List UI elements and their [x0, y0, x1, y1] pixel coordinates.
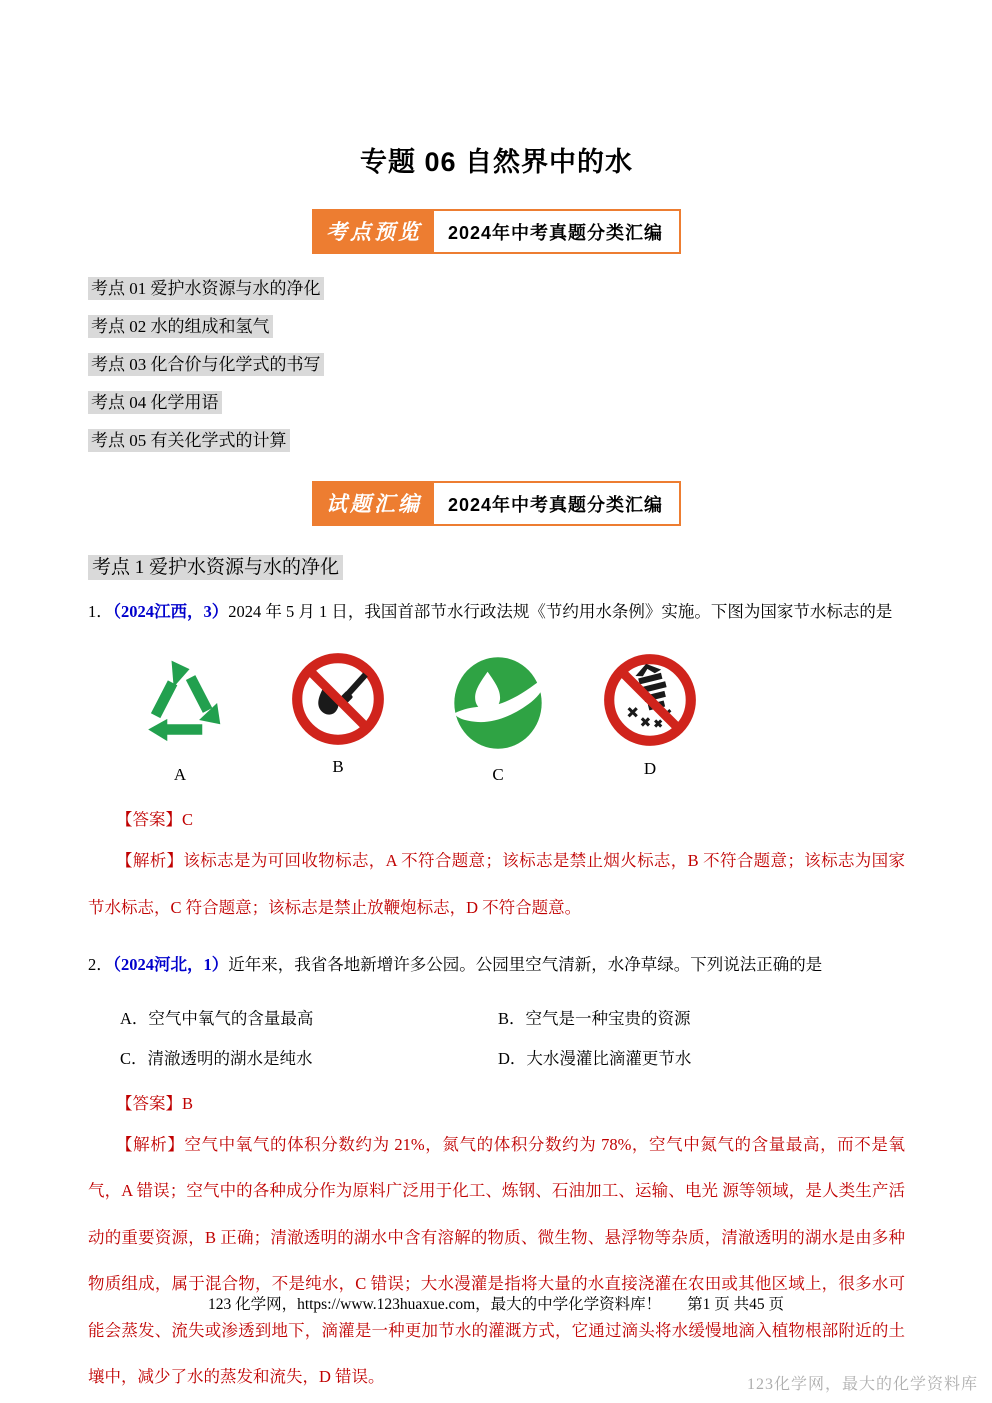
preview-banner-subtitle: 2024年中考真题分类汇编	[447, 223, 664, 243]
option-c-figure	[442, 648, 554, 785]
footer-site-info: 123 化学网，https://www.123huaxue.com，最大的中学化学资料库！	[207, 1296, 662, 1313]
question-2	[88, 948, 905, 983]
preview-banner-label: 考点预览	[314, 211, 434, 252]
question-2-stem: 近年来，我省各地新增许多公园。公园里空气清新，水净草绿。下列说法正确的是	[228, 954, 823, 974]
option-a-figure	[124, 648, 236, 785]
option-b-text: B．空气是一种宝贵的资源	[498, 1008, 691, 1028]
analysis-text: 该标志是为可回收物标志，A 不符合题意；该标志是禁止烟火标志，B 不符合题意；该标志为国家节水标志，C 符合题意；该标志是禁止放鞭炮标志，D 不符合题意。	[88, 851, 906, 917]
option-a-label: A	[173, 765, 187, 785]
outline-item	[88, 388, 905, 413]
outline-item-text: 考点 03 化合价与化学式的书写	[88, 353, 324, 376]
compilation-banner	[312, 481, 681, 526]
question-1-answer	[116, 806, 905, 830]
page-title: 专题 06 自然界中的水	[359, 147, 634, 177]
question-1-source: （2024江西，3）	[112, 602, 229, 621]
answer-bracket-label: 【答案】	[116, 1093, 182, 1113]
answer-value: C	[182, 810, 194, 830]
outline-item	[88, 312, 905, 337]
question-2-answer	[116, 1090, 905, 1114]
recycle-symbol-icon	[127, 648, 233, 758]
national-water-saving-logo-icon	[446, 648, 550, 758]
footer-page-number: 第1 页 共45 页	[687, 1296, 785, 1313]
section-heading-text: 考点 1 爱护水资源与水的净化	[88, 555, 343, 580]
question-1	[88, 595, 905, 630]
no-firecrackers-sign-icon	[599, 648, 701, 752]
no-open-flame-sign-icon	[287, 648, 389, 750]
outline-item-text: 考点 02 水的组成和氢气	[88, 315, 273, 338]
outline-item-text: 考点 01 爱护水资源与水的净化	[88, 277, 324, 300]
outline-item	[88, 350, 905, 375]
outline-item-text: 考点 05 有关化学式的计算	[88, 429, 290, 452]
question-2-source: （2024河北，1）	[112, 954, 229, 974]
option-d-label: D	[643, 759, 657, 779]
outline-item-text: 考点 04 化学用语	[88, 391, 222, 414]
analysis-text: 空气中氧气的体积分数约为 21%，氮气的体积分数约为 78%，空气中氮气的含量最高，而不是氧气，A 错误；空气中的各种成分作为原料广泛用于化工、炼钢、石油加工、运输、电光 源等领域，是人类生产活动的重要资源，B 正确；清澈透明的湖水中含有溶解的物质、微生物、悬浮物等杂质，清澈透明的湖水是由多种物质组成，属于混合物，不是纯水，C 错误；大水漫灌是指将大量的水直接浇灌在农田或其他区域上，很多水可能会蒸发、流失或渗透到地下，滴灌是一种更加节水的灌溉方式，它通过滴头将水缓慢地滴入植物根部附近的土壤中，减少了水的蒸发和流失，D 错误。	[88, 1134, 906, 1387]
compilation-banner-label: 试题汇编	[314, 483, 434, 524]
option-d-figure	[594, 648, 706, 779]
analysis-bracket-label: 【解析】	[116, 1134, 185, 1154]
analysis-bracket-label: 【解析】	[116, 851, 184, 871]
option-c-label: C	[492, 765, 504, 785]
compilation-banner-subtitle: 2024年中考真题分类汇编	[447, 495, 664, 515]
answer-value: B	[182, 1093, 194, 1113]
outline-item	[88, 274, 905, 299]
question-1-stem: 2024 年 5 月 1 日，我国首部节水行政法规《节约用水条例》实施。下图为国家节水标志的是	[228, 602, 893, 621]
options-row	[120, 1039, 905, 1079]
section-heading	[88, 552, 905, 579]
option-b-label: B	[332, 757, 344, 777]
question-2-number: 2．	[88, 954, 113, 974]
preview-banner	[312, 209, 681, 254]
option-d-text: D．大水漫灌比滴灌更节水	[498, 1049, 692, 1069]
options-row	[120, 999, 905, 1039]
question-2-options	[120, 999, 905, 1080]
question-1-number: 1．	[88, 602, 113, 621]
outline-item	[88, 426, 905, 451]
corner-watermark: 123化学网，最大的化学资料库	[746, 1376, 978, 1393]
page-footer	[0, 1292, 992, 1314]
answer-bracket-label: 【答案】	[116, 810, 182, 830]
option-a-text: A．空气中氧气的含量最高	[120, 1008, 314, 1028]
exam-points-outline	[88, 274, 905, 451]
option-b-figure	[282, 648, 394, 777]
question-1-analysis	[88, 838, 905, 931]
option-c-text: C．清澈透明的湖水是纯水	[120, 1049, 313, 1069]
question-2-analysis	[88, 1122, 905, 1401]
question-1-option-figures	[88, 646, 905, 796]
